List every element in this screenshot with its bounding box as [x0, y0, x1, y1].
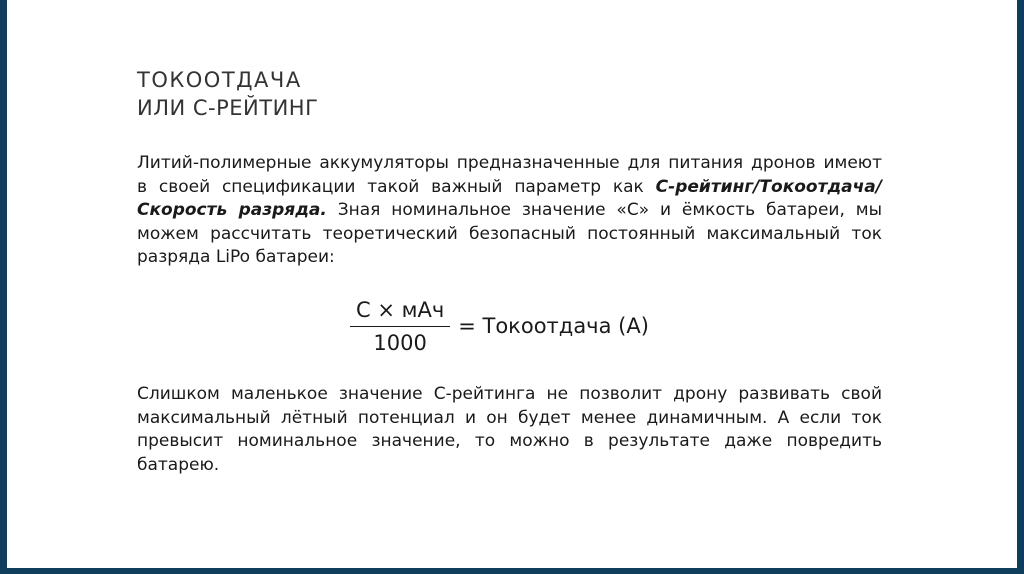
current-formula — [350, 294, 649, 358]
formula-result: = Токоотдача (A) — [458, 314, 649, 338]
left-border — [0, 0, 7, 574]
formula-fraction — [350, 296, 450, 357]
intro-paragraph — [137, 152, 882, 270]
intro-text-start: Литий-полимерные аккумуляторы предназначенные для питания дронов имеют в своей спецификации такой важный параметр как — [137, 153, 882, 197]
right-border — [1017, 0, 1024, 574]
intro-text-end: Зная номинальное значение «С» и ёмкость батареи, мы можем рассчитать теоретический безопасный постоянный максимальный ток разряда LiPo батареи: — [137, 200, 882, 267]
page-title — [137, 66, 318, 122]
title-line-1: ТОКООТДАЧА — [137, 68, 302, 92]
bottom-border — [0, 568, 1024, 574]
intro-emphasis: С-рейтинг/Токоотдача/Скорость разряда. — [137, 176, 882, 220]
formula-denominator: 1000 — [373, 330, 427, 355]
title-line-2: ИЛИ С-РЕЙТИНГ — [137, 96, 319, 120]
formula-numerator: C × мАч — [350, 296, 450, 327]
warning-paragraph: Слишком маленькое значение С-рейтинга не позволит дрону развивать свой максимальный лётный потенциал и он будет менее динамичным. А если ток превысит номинальное значение, то можно в результате даже повредить батарею. — [137, 384, 882, 475]
